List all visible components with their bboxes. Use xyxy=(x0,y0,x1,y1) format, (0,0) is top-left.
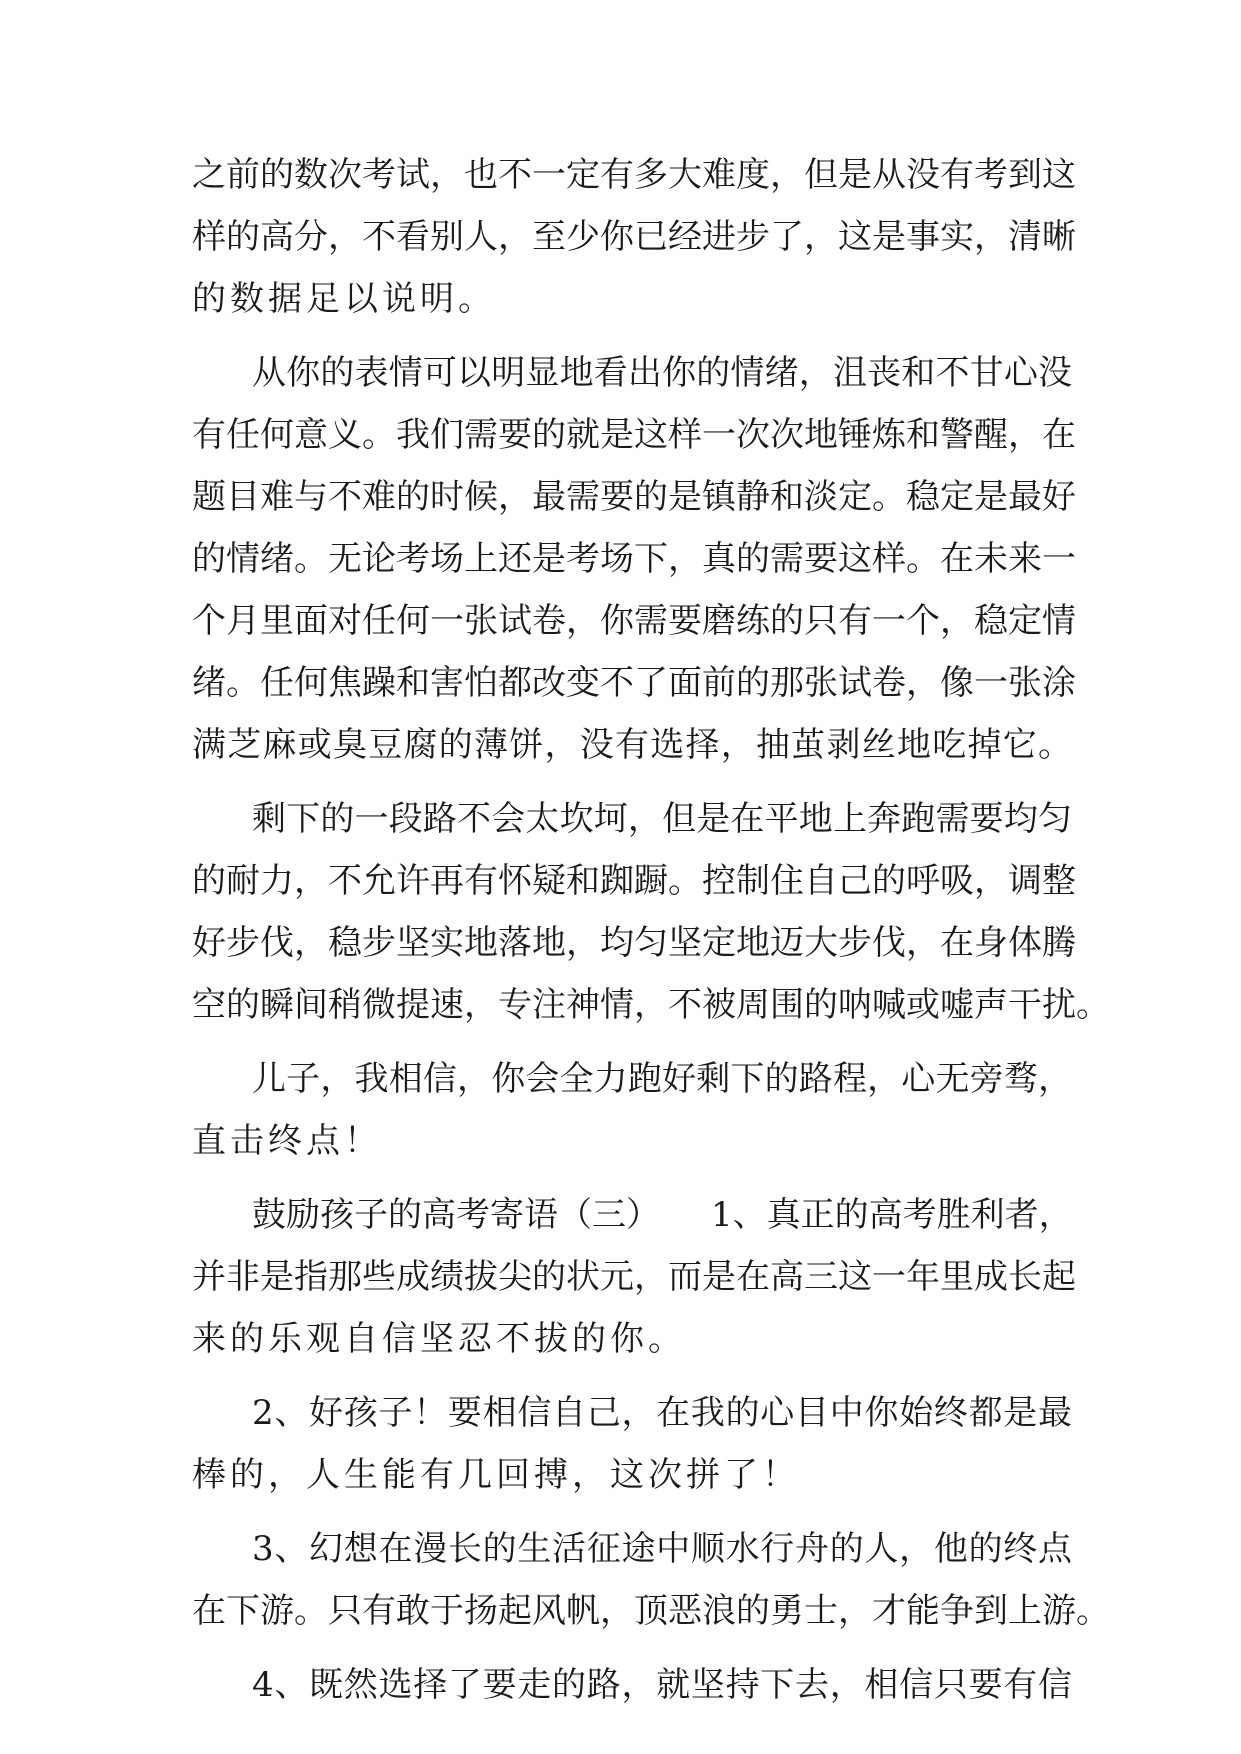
text-line: 直击终点！ xyxy=(192,1121,382,1161)
text-line: 个月里面对任何一张试卷，你需要磨练的只有一个，稳定情 xyxy=(192,601,1076,641)
text-line: 的耐力，不允许再有怀疑和踟蹰。控制住自己的呼吸，调整 xyxy=(192,861,1076,901)
text-line: 样的高分，不看别人，至少你已经进步了，这是事实，清晰 xyxy=(192,217,1076,257)
text-line: 绪。任何焦躁和害怕都改变不了面前的那张试卷，像一张涂 xyxy=(192,663,1076,703)
text-line: 3、幻想在漫长的生活征途中顺水行舟的人，他的终点 xyxy=(252,1529,1072,1569)
text-line: 来的乐观自信坚忍不拔的你。 xyxy=(192,1319,686,1359)
text-line: 从你的表情可以明显地看出你的情绪，沮丧和不甘心没 xyxy=(252,353,1072,393)
text-line: 2、好孩子！要相信自己，在我的心目中你始终都是最 xyxy=(252,1393,1072,1433)
text-line: 剩下的一段路不会太坎坷，但是在平地上奔跑需要均匀 xyxy=(252,799,1072,839)
text-line: 鼓励孩子的高考寄语（三） 1、真正的高考胜利者， xyxy=(252,1195,1073,1235)
text-line: 棒的，人生能有几回搏，这次拼了！ xyxy=(192,1455,800,1495)
text-line: 的情绪。无论考场上还是考场下，真的需要这样。在未来一 xyxy=(192,539,1076,579)
text-line: 题目难与不难的时候，最需要的是镇静和淡定。稳定是最好 xyxy=(192,477,1076,517)
text-line: 并非是指那些成绩拔尖的状元，而是在高三这一年里成长起 xyxy=(192,1257,1076,1297)
text-line: 好步伐，稳步坚实地落地，均匀坚定地迈大步伐，在身体腾 xyxy=(192,923,1076,963)
text-line: 4、既然选择了要走的路，就坚持下去，相信只要有信 xyxy=(252,1665,1072,1705)
text-line: 满芝麻或臭豆腐的薄饼，没有选择，抽茧剥丝地吃掉它。 xyxy=(192,725,1072,765)
text-line: 儿子，我相信，你会全力跑好剩下的路程，心无旁骛， xyxy=(252,1059,1072,1099)
text-line: 空的瞬间稍微提速，专注神情，不被周围的呐喊或嘘声干扰。 xyxy=(192,985,1110,1025)
text-line: 有任何意义。我们需要的就是这样一次次地锤炼和警醒，在 xyxy=(192,415,1076,455)
text-line: 之前的数次考试，也不一定有多大难度，但是从没有考到这 xyxy=(192,155,1076,195)
text-line: 在下游。只有敢于扬起风帆，顶恶浪的勇士，才能争到上游。 xyxy=(192,1591,1110,1631)
text-line: 的数据足以说明。 xyxy=(192,279,496,319)
